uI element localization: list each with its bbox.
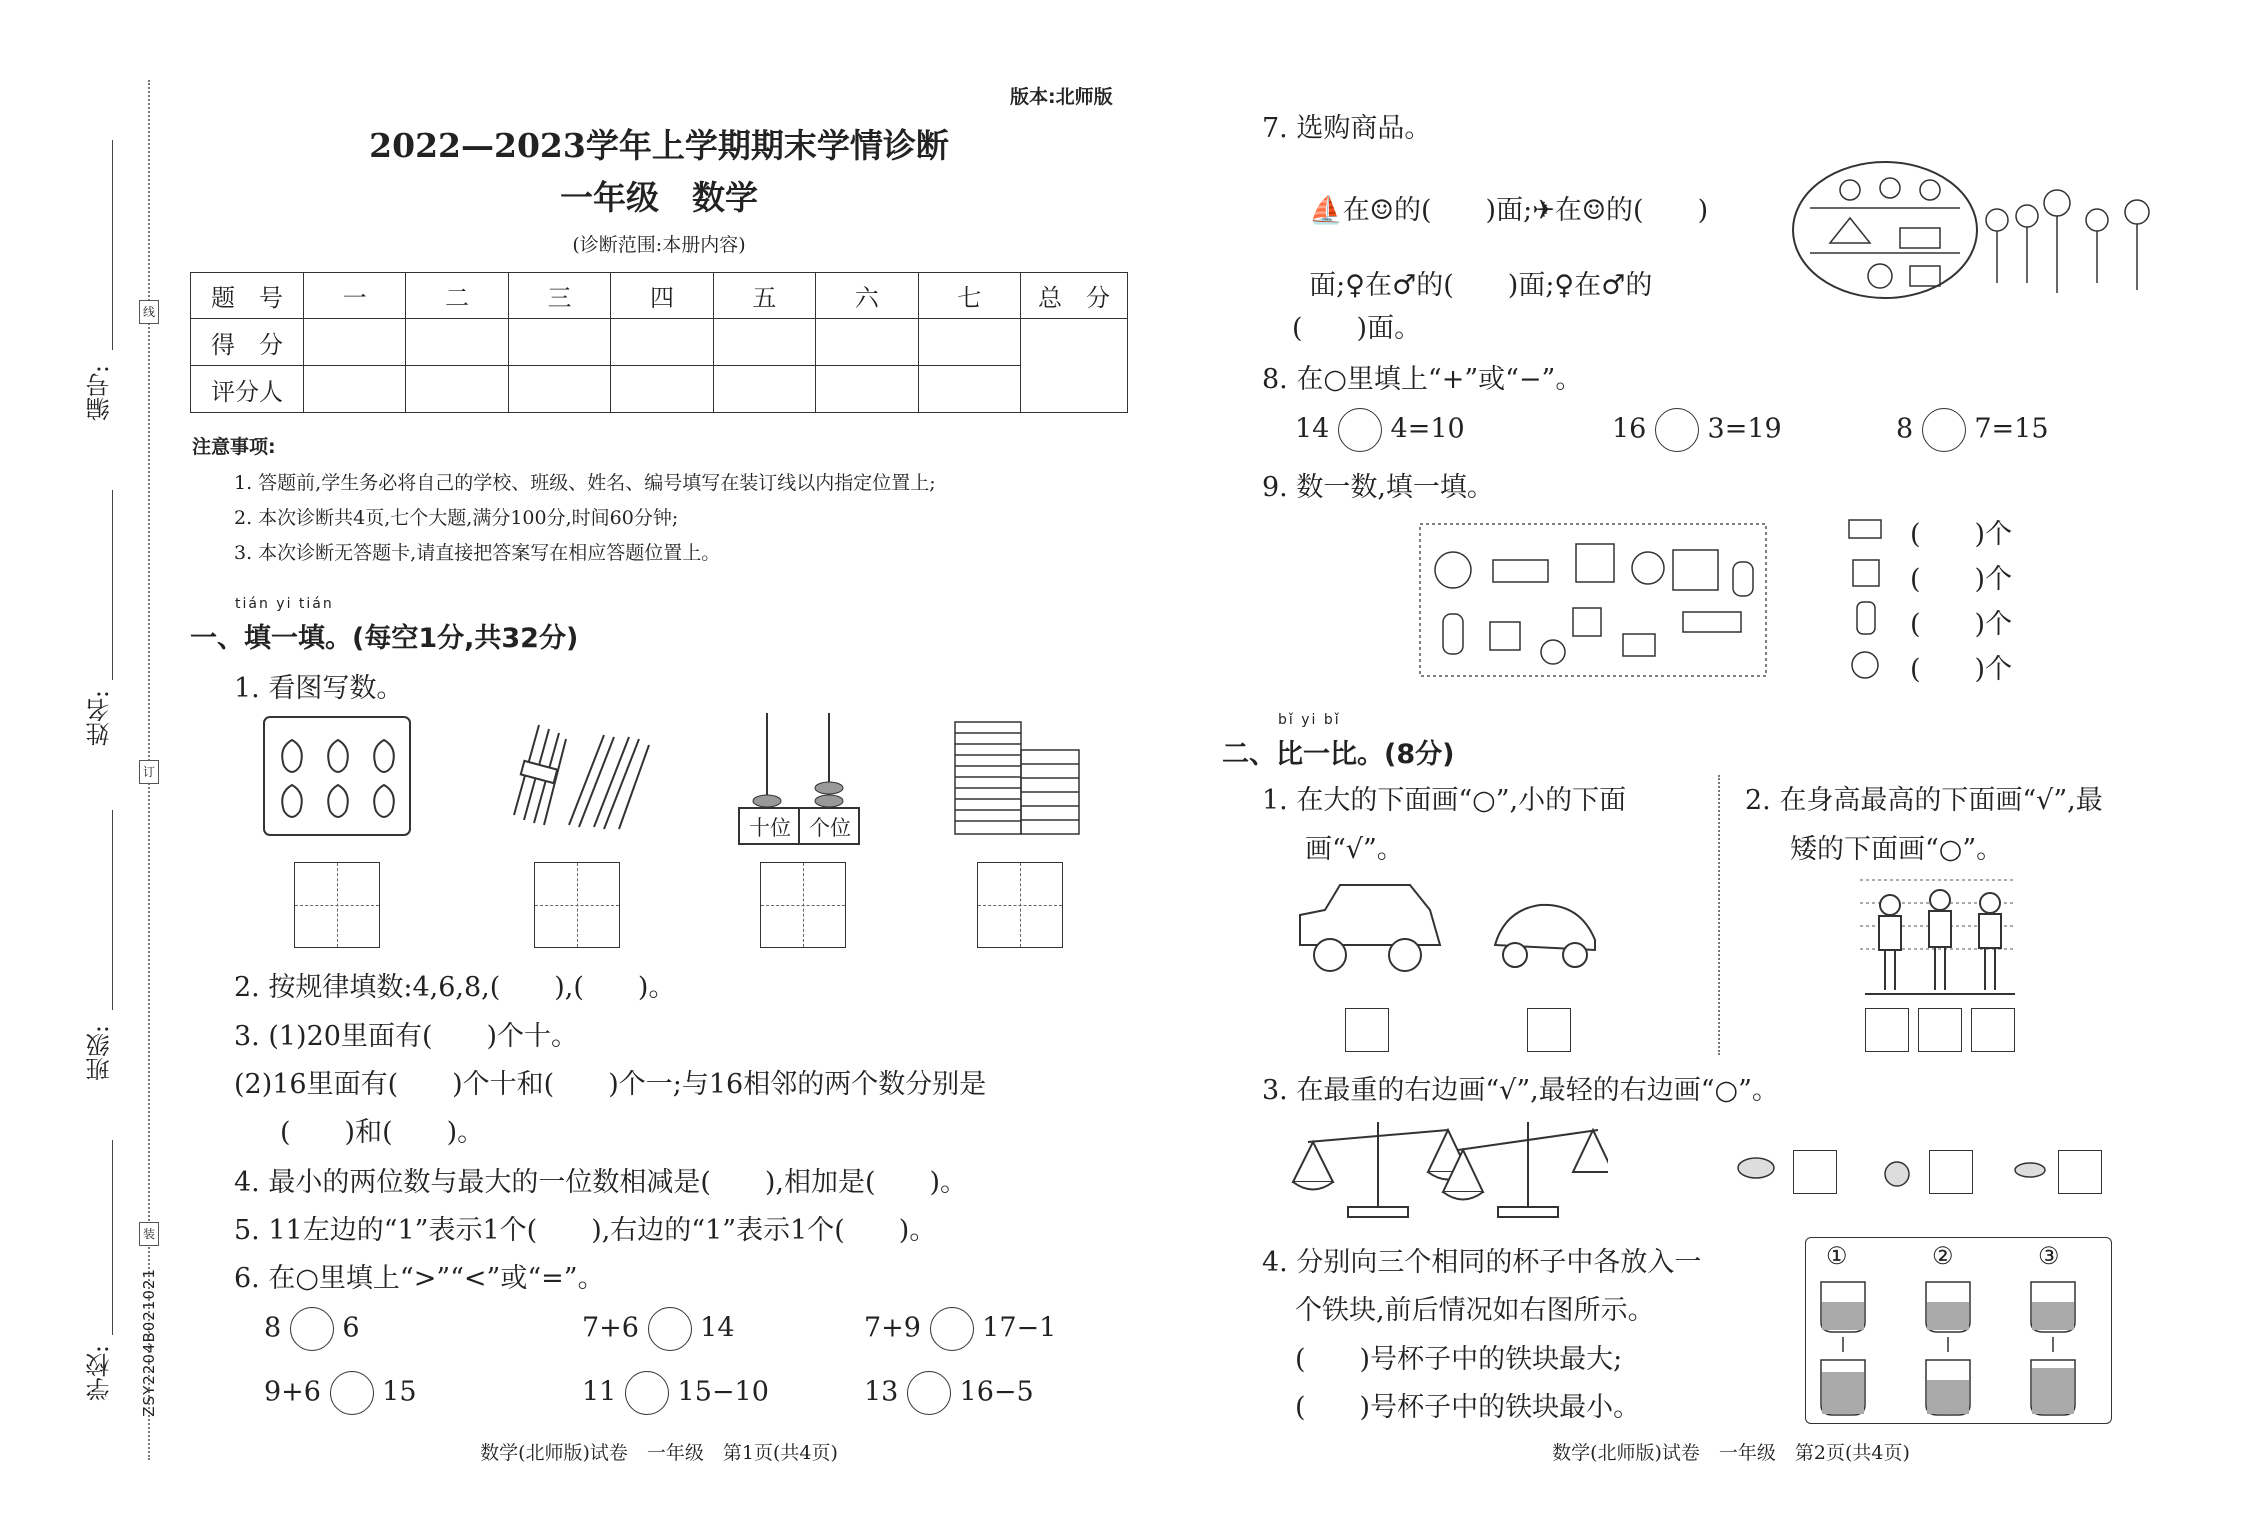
grader-cell[interactable]	[406, 366, 508, 413]
q3a-text: 3. (1)20里面有( )个十。	[234, 1021, 579, 1052]
fish-icon	[2010, 1158, 2050, 1183]
section2-title: 二、比一比。(8分)	[1222, 739, 1455, 770]
answer-grid-box[interactable]	[760, 862, 846, 948]
grader-cell[interactable]	[508, 366, 610, 413]
abacus-ones-label: 个位	[809, 816, 851, 840]
compare-circle[interactable]	[625, 1371, 669, 1415]
cube-icon	[1853, 560, 1879, 586]
binding-class-label: 班级:	[86, 1025, 114, 1082]
compare-circle[interactable]	[930, 1307, 974, 1351]
compare-item	[864, 1371, 1034, 1415]
strawberry-icon	[282, 740, 302, 772]
bird-icon	[1734, 1150, 1779, 1185]
q7-text: 7. 选购商品。	[1262, 113, 1432, 144]
answer-box[interactable]	[2058, 1150, 2102, 1194]
count-blank[interactable]: ( )个	[1910, 609, 2013, 640]
answer-grid-box[interactable]	[977, 862, 1063, 948]
cups-figure	[1805, 1237, 2112, 1424]
shapes-figure	[1418, 522, 1768, 678]
score-header-cell: 总 分	[1021, 273, 1128, 319]
answer-box[interactable]	[1918, 1008, 1962, 1052]
score-header-cell: 一	[304, 273, 406, 319]
score-header-cell: 题 号	[191, 273, 304, 319]
score-cell[interactable]	[508, 319, 610, 366]
binding-mark-line: 线	[139, 300, 159, 324]
note-item: 2. 本次诊断共4页,七个大题,满分100分,时间60分钟;	[234, 507, 679, 529]
rabbit-icon	[1875, 1150, 1920, 1190]
q8-item: 16 3=19	[1612, 408, 1782, 452]
compare-circle[interactable]	[330, 1371, 374, 1415]
score-header-cell: 三	[508, 273, 610, 319]
s2-q1a: 1. 在大的下面画“○”,小的下面	[1262, 785, 1627, 816]
compare-right: 6	[342, 1312, 360, 1344]
cuboid-icon	[1849, 520, 1881, 538]
count-blank[interactable]: ( )个	[1910, 519, 2013, 550]
score-header-cell: 七	[918, 273, 1020, 319]
count-blank[interactable]: ( )个	[1910, 564, 2013, 595]
strawberry-icon	[282, 785, 302, 817]
ball-icon	[1541, 640, 1565, 664]
answer-box[interactable]	[1527, 1008, 1571, 1052]
cube-icon	[1573, 608, 1601, 636]
grader-cell[interactable]	[611, 366, 713, 413]
cuboid-icon	[1493, 560, 1548, 582]
q8-text: 8. 在○里填上“+”或“−”。	[1262, 364, 1583, 395]
boy-icon: ♂	[1601, 270, 1626, 301]
score-header-cell: 四	[611, 273, 713, 319]
sign-circle[interactable]	[1338, 408, 1382, 452]
ball-icon	[1435, 552, 1471, 588]
sign-circle[interactable]	[1922, 408, 1966, 452]
q8-item: 8 7=15	[1896, 408, 2049, 452]
compare-right: 15	[382, 1376, 417, 1408]
compare-item	[264, 1371, 417, 1415]
q5-text: 5. 11左边的“1”表示1个( ),右边的“1”表示1个( )。	[234, 1215, 937, 1246]
compare-circle[interactable]	[648, 1307, 692, 1351]
cup-label: ③	[2038, 1242, 2060, 1270]
answer-box[interactable]	[1345, 1008, 1389, 1052]
cylinder-icon	[1443, 614, 1463, 654]
abacus-tens-label: 十位	[749, 816, 791, 840]
q7-line1: ⛵在☺的( )面;✈在☺的( )	[1309, 195, 1709, 226]
score-header-cell: 五	[713, 273, 815, 319]
compare-left: 7+9	[864, 1312, 921, 1344]
score-header-cell: 二	[406, 273, 508, 319]
doll-toy-icon: ☺	[1369, 195, 1395, 226]
binding-name-label: 姓名:	[86, 690, 114, 747]
grader-cell[interactable]	[918, 366, 1020, 413]
binding-class-line[interactable]	[112, 810, 113, 1010]
jeep-icon	[1300, 885, 1440, 945]
page-subtitle: 一年级 数学	[560, 178, 758, 217]
score-cell[interactable]	[304, 319, 406, 366]
page-title: 2022—2023学年上学期期末学情诊断	[369, 126, 949, 165]
shape-legend	[1845, 510, 1885, 690]
s2-q1b: 画“√”。	[1305, 834, 1404, 865]
q2-text: 2. 按规律填数:4,6,8,( ),( )。	[234, 972, 676, 1003]
plane-toy-icon: ✈	[1532, 195, 1555, 226]
compare-right: 14	[700, 1312, 735, 1344]
binding-school-line[interactable]	[112, 1140, 113, 1335]
heights-figure	[1855, 868, 2020, 998]
cube-icon	[1673, 550, 1718, 590]
score-cell[interactable]	[406, 319, 508, 366]
q8-item: 14 4=10	[1295, 408, 1465, 452]
section2-pinyin: bǐ yi bǐ	[1278, 712, 1341, 728]
q1-text: 1. 看图写数。	[234, 673, 404, 704]
answer-box[interactable]	[1929, 1150, 1973, 1194]
footer-left: 数学(北师版)试卷 一年级 第1页(共4页)	[480, 1442, 838, 1464]
score-row-label: 得 分	[191, 319, 304, 366]
sticks-figure	[494, 715, 654, 840]
notes-title: 注意事项:	[192, 436, 276, 458]
strawberry-icon	[374, 785, 394, 817]
binding-mark-ding: 订	[139, 760, 159, 784]
cuboid-icon	[1623, 634, 1655, 656]
footer-right: 数学(北师版)试卷 一年级 第2页(共4页)	[1552, 1442, 1910, 1464]
q7-line3: ( )面。	[1292, 313, 1422, 344]
s2-q2a: 2. 在身高最高的下面画“√”,最	[1745, 785, 2103, 816]
cup-label: ②	[1932, 1242, 1954, 1270]
note-item: 3. 本次诊断无答题卡,请直接把答案写在相应答题位置上。	[234, 542, 721, 564]
section1-title: 一、填一填。(每空1分,共32分)	[190, 623, 579, 654]
s2-q4b: 个铁块,前后情况如右图所示。	[1295, 1295, 1655, 1326]
q4-text: 4. 最小的两位数与最大的一位数相减是( ),相加是( )。	[234, 1167, 968, 1198]
strawberry-figure	[262, 715, 412, 837]
cylinder-icon	[1733, 562, 1753, 596]
score-cell[interactable]	[611, 319, 713, 366]
q6-text: 6. 在○里填上“>”“<”或“=”。	[234, 1263, 605, 1294]
binding-number-line[interactable]	[112, 140, 113, 350]
answer-box[interactable]	[1865, 1008, 1909, 1052]
score-cell[interactable]	[918, 319, 1020, 366]
score-header-cell: 六	[816, 273, 918, 319]
compare-left: 8	[264, 1312, 282, 1344]
score-cell[interactable]	[816, 319, 918, 366]
score-table	[190, 272, 1128, 413]
cube-icon	[1576, 544, 1614, 582]
answer-box[interactable]	[1793, 1150, 1837, 1194]
binding-school-label: 学校:	[86, 1345, 114, 1402]
scales-figure	[1288, 1112, 1608, 1222]
compare-right: 16−5	[959, 1376, 1034, 1408]
strawberry-icon	[328, 785, 348, 817]
compare-left: 11	[582, 1376, 617, 1408]
section1-pinyin: tián yi tián	[235, 596, 334, 612]
q7-line2: 面;♀在♂的( )面;♀在♂的	[1309, 270, 1653, 301]
compare-item	[264, 1307, 360, 1351]
q3c-text: ( )和( )。	[280, 1117, 485, 1148]
s2-q4c[interactable]: ( )号杯子中的铁块最大;	[1295, 1344, 1623, 1375]
answer-grid-box[interactable]	[294, 862, 380, 948]
strawberry-icon	[374, 740, 394, 772]
grader-cell[interactable]	[304, 366, 406, 413]
ball-icon	[1852, 652, 1878, 678]
strips-figure	[953, 720, 1083, 838]
ball-icon	[1632, 552, 1664, 584]
q3b-text: (2)16里面有( )个十和( )个一;与16相邻的两个数分别是	[234, 1069, 987, 1100]
note-item: 1. 答题前,学生务必将自己的学校、班级、姓名、编号填写在装订线以内指定位置上;	[234, 472, 936, 494]
scope-note: (诊断范围:本册内容)	[572, 234, 746, 256]
boy-icon: ♂	[1392, 270, 1417, 301]
s2-q3: 3. 在最重的右边画“√”,最轻的右边画“○”。	[1262, 1075, 1779, 1106]
answer-box[interactable]	[1971, 1008, 2015, 1052]
cup-label: ①	[1826, 1242, 1848, 1270]
cars-figure	[1290, 875, 1610, 985]
column-divider	[1718, 775, 1720, 1055]
grader-cell[interactable]	[713, 366, 815, 413]
compare-right: 17−1	[982, 1312, 1057, 1344]
girl-icon: ♀	[1345, 270, 1366, 301]
s2-q4d[interactable]: ( )号杯子中的铁块最小。	[1295, 1392, 1641, 1423]
binding-mark-zhuang: 装	[139, 1222, 159, 1246]
compare-item	[864, 1307, 1056, 1351]
compare-left: 7+6	[582, 1312, 639, 1344]
answer-grid-box[interactable]	[534, 862, 620, 948]
binding-name-line[interactable]	[112, 490, 113, 680]
doll-toy-icon: ☺	[1581, 195, 1607, 226]
cube-icon	[1490, 622, 1520, 650]
cuboid-icon	[1683, 612, 1741, 632]
s2-q4a: 4. 分别向三个相同的杯子中各放入一	[1262, 1247, 1702, 1278]
girl-icon: ♀	[1554, 270, 1575, 301]
compare-left: 13	[864, 1376, 899, 1408]
score-cell[interactable]	[713, 319, 815, 366]
grader-cell[interactable]	[816, 366, 918, 413]
compare-item	[582, 1307, 735, 1351]
binding-number-label: 编号:	[86, 365, 114, 422]
compare-circle[interactable]	[290, 1307, 334, 1351]
s2-q2b: 矮的下面画“○”。	[1790, 834, 2004, 865]
shop-figure	[1790, 158, 2170, 308]
boat-toy-icon: ⛵	[1309, 195, 1343, 226]
strawberry-icon	[328, 740, 348, 772]
compare-item	[582, 1371, 769, 1415]
version-label: 版本:北师版	[1010, 86, 1113, 108]
cylinder-icon	[1857, 602, 1875, 634]
count-blank[interactable]: ( )个	[1910, 654, 2013, 685]
sign-circle[interactable]	[1655, 408, 1699, 452]
compare-left: 9+6	[264, 1376, 321, 1408]
compare-right: 15−10	[677, 1376, 769, 1408]
compare-circle[interactable]	[907, 1371, 951, 1415]
score-row-label: 评分人	[191, 366, 304, 413]
total-score-cell[interactable]	[1021, 319, 1128, 413]
q9-text: 9. 数一数,填一填。	[1262, 472, 1494, 503]
binding-code: ZSY2204B021021	[140, 1268, 158, 1417]
